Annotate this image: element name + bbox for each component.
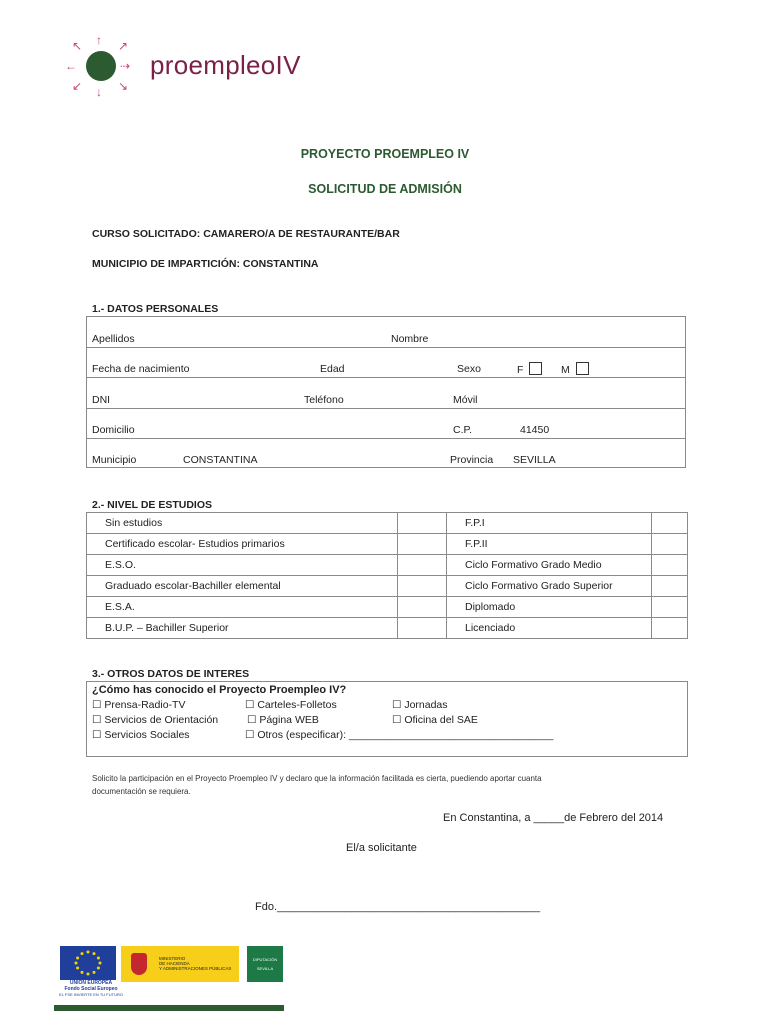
studies-row <box>87 513 688 534</box>
logo-circle-icon <box>86 51 116 81</box>
spain-coat-of-arms-icon <box>131 953 147 975</box>
arrow-left-icon: ← <box>65 59 77 73</box>
arrow-right-icon: ⇢ <box>120 59 131 73</box>
dni-label: DNI <box>92 394 111 406</box>
section-other-heading: 3.- OTROS DATOS DE INTERES <box>92 668 250 680</box>
logo-text: proempleoIV <box>150 50 301 80</box>
seville-line1: DIPUTACIÓN <box>252 957 278 962</box>
studies-right-label: Licenciado <box>447 618 652 639</box>
studies-right-checkbox[interactable] <box>652 513 688 534</box>
studies-right-checkbox[interactable] <box>652 534 688 555</box>
option-other-specify[interactable]: ☐ Otros (especificar): ___________________________________ <box>245 729 554 741</box>
male-label: M <box>561 364 570 376</box>
studies-left-label: Sin estudios <box>87 513 398 534</box>
studies-left-label: E.S.A. <box>87 597 398 618</box>
eu-logo <box>56 946 126 997</box>
eu-flag-icon <box>60 946 116 980</box>
ministry-logo <box>121 946 239 982</box>
sex-male-option[interactable] <box>561 362 589 376</box>
option-posters-leaflets[interactable]: ☐ Carteles-Folletos <box>245 699 337 711</box>
studies-right-label: Diplomado <box>447 597 652 618</box>
studies-row <box>87 534 688 555</box>
arrow-down-left-icon: ↙ <box>72 79 83 93</box>
municipality-label: Municipio <box>92 454 137 466</box>
studies-left-checkbox[interactable] <box>398 534 447 555</box>
ministry-line2: DE HACIENDA <box>159 961 190 966</box>
phone-label: Teléfono <box>304 394 344 406</box>
mobile-label: Móvil <box>453 394 478 406</box>
studies-table <box>86 512 688 639</box>
eu-line1: UNIÓN EUROPEA <box>69 980 113 986</box>
ministry-line1: MINISTERIO <box>159 956 186 961</box>
studies-left-label: E.S.O. <box>87 555 398 576</box>
studies-row <box>87 555 688 576</box>
studies-left-label: Certificado escolar- Estudios primarios <box>87 534 398 555</box>
nombre-label: Nombre <box>391 333 429 345</box>
arrow-up-right-icon: ↗ <box>118 39 129 53</box>
arrow-up-left-icon: ↖ <box>72 39 83 53</box>
section-studies-heading: 2.- NIVEL DE ESTUDIOS <box>92 499 212 511</box>
footer-bar <box>54 1005 284 1011</box>
municipality-value: CONSTANTINA <box>183 454 258 466</box>
how-did-you-hear-question: ¿Cómo has conocido el Proyecto Proempleo IV? <box>92 684 347 696</box>
sex-female-option[interactable] <box>517 362 542 376</box>
studies-left-checkbox[interactable] <box>398 555 447 576</box>
studies-right-label: Ciclo Formativo Grado Medio <box>447 555 652 576</box>
studies-right-checkbox[interactable] <box>652 555 688 576</box>
option-events[interactable]: ☐ Jornadas <box>392 699 448 711</box>
teaching-municipality: MUNICIPIO DE IMPARTICIÓN: CONSTANTINA <box>92 258 319 270</box>
studies-left-checkbox[interactable] <box>398 618 447 639</box>
applicant-label: El/a solicitante <box>346 842 417 854</box>
address-label: Domicilio <box>92 424 135 436</box>
studies-left-checkbox[interactable] <box>398 576 447 597</box>
apellidos-label: Apellidos <box>92 333 135 345</box>
option-social-services[interactable]: ☐ Servicios Sociales <box>92 729 190 741</box>
course-requested: CURSO SOLICITADO: CAMARERO/A DE RESTAURANTE/BAR <box>92 228 400 240</box>
project-title: PROYECTO PROEMPLEO IV <box>300 147 470 161</box>
arrow-up-icon: ↑ <box>96 33 102 47</box>
studies-row <box>87 576 688 597</box>
studies-left-label: B.U.P. – Bachiller Superior <box>87 618 398 639</box>
option-website[interactable]: ☐ Página WEB <box>247 714 319 726</box>
studies-right-label: F.P.I <box>447 513 652 534</box>
personal-data-box <box>86 316 686 468</box>
studies-left-label: Graduado escolar-Bachiller elemental <box>87 576 398 597</box>
studies-left-checkbox[interactable] <box>398 597 447 618</box>
declaration-line1: Solicito la participación en el Proyecto Proempleo IV y declaro que la información facilitada es cierta, puediendo aportar cuanta <box>92 774 542 783</box>
section-personal-heading: 1.- DATOS PERSONALES <box>92 303 219 315</box>
declaration-line2: documentación se requiera. <box>92 787 191 796</box>
province-value: SEVILLA <box>513 454 556 466</box>
arrow-down-icon: ↓ <box>96 85 102 99</box>
option-press-radio-tv[interactable]: ☐ Prensa-Radio-TV <box>92 699 186 711</box>
signature-line: Fdo.___________________________________________ <box>255 901 541 913</box>
sex-label: Sexo <box>457 363 481 375</box>
studies-right-label: F.P.II <box>447 534 652 555</box>
postal-code-label: C.P. <box>453 424 473 436</box>
studies-right-checkbox[interactable] <box>652 618 688 639</box>
studies-right-label: Ciclo Formativo Grado Superior <box>447 576 652 597</box>
birthdate-label: Fecha de nacimiento <box>92 363 190 375</box>
seville-logo <box>247 946 283 982</box>
eu-line3: EL FSE INVIERTE EN TU FUTURO <box>59 992 123 997</box>
female-checkbox[interactable] <box>529 362 542 375</box>
male-checkbox[interactable] <box>576 362 589 375</box>
eu-line2: Fondo Social Europeo <box>64 986 118 992</box>
date-line: En Constantina, a _____de Febrero del 2014 <box>443 812 664 824</box>
province-label: Provincia <box>450 454 494 466</box>
female-label: F <box>517 364 524 376</box>
form-title: SOLICITUD DE ADMISIÓN <box>308 182 462 196</box>
option-guidance-services[interactable]: ☐ Servicios de Orientación <box>92 714 219 726</box>
studies-row <box>87 618 688 639</box>
option-sae-office[interactable]: ☐ Oficina del SAE <box>392 714 478 726</box>
arrow-down-right-icon: ↘ <box>118 79 129 93</box>
postal-code-value: 41450 <box>520 424 550 436</box>
studies-right-checkbox[interactable] <box>652 597 688 618</box>
studies-row <box>87 597 688 618</box>
studies-left-checkbox[interactable] <box>398 513 447 534</box>
seville-line2: SEVILLA <box>256 966 274 971</box>
age-label: Edad <box>320 363 345 375</box>
ministry-line3: Y ADMINISTRACIONES PÚBLICAS <box>159 966 232 971</box>
studies-right-checkbox[interactable] <box>652 576 688 597</box>
